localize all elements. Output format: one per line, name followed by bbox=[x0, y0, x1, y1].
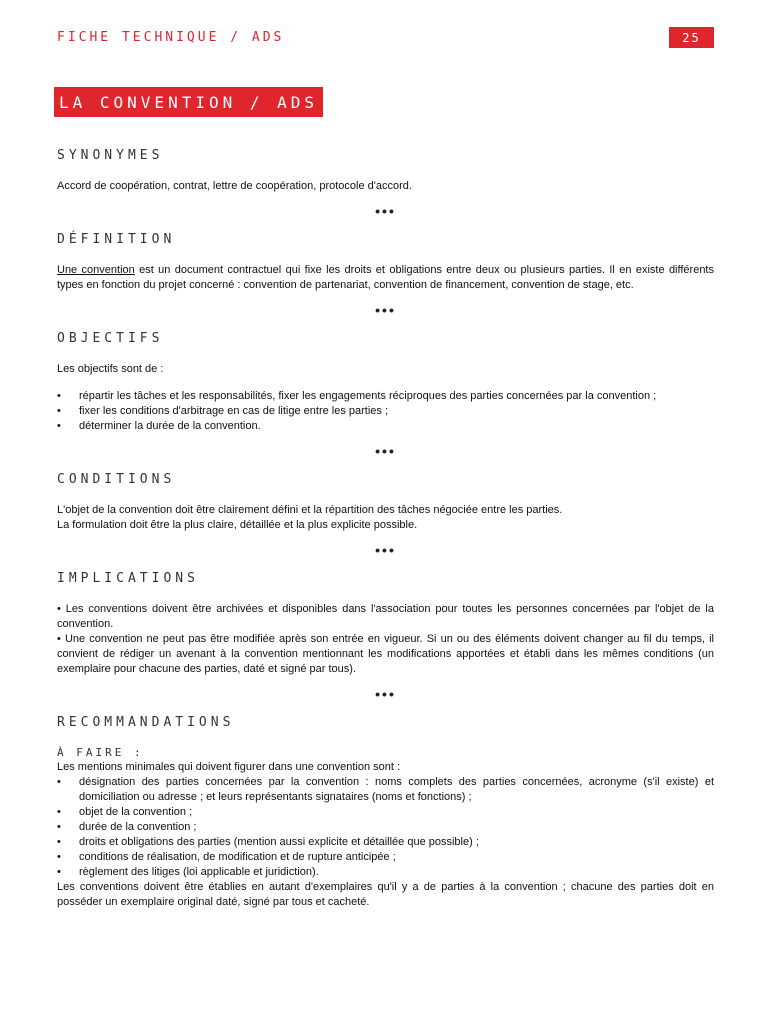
recommandations-list bbox=[57, 775, 714, 880]
definition-body: est un document contractuel qui fixe les droits et obligations entre deux ou plusieurs parties. Il en existe différents types en fonction du projet concerné : convention de partenariat, convention de financement, convention de stage, etc. bbox=[57, 264, 714, 291]
list-item: • désignation des parties concernées par la convention : noms complets des parties concernées, acronyme (s'il existe) et domiciliation ou adresse ; et leurs représentants signataires (noms et fonctions) ; bbox=[57, 776, 714, 803]
bullet: • bbox=[57, 420, 61, 432]
bullet: • bbox=[57, 806, 61, 818]
implications-item: • Les conventions doivent être archivées et disponibles dans l'association pour toutes les personnes concernées par l'objet de la convention. bbox=[57, 603, 714, 630]
list-item: • répartir les tâches et les responsabilités, fixer les engagements réciproques des parties concernées par la convention ; bbox=[57, 390, 657, 402]
conditions-line: La formulation doit être la plus claire, détaillée et la plus explicite possible. bbox=[57, 519, 418, 531]
objectifs-list bbox=[57, 389, 714, 434]
definition-term: Une convention bbox=[57, 264, 135, 276]
section-title-definition: DÉFINITION bbox=[57, 232, 176, 247]
header-title: FICHE TECHNIQUE / ADS bbox=[57, 30, 285, 45]
definition-text bbox=[57, 263, 714, 293]
section-title-recommandations: RECOMMANDATIONS bbox=[57, 715, 235, 730]
list-item: • règlement des litiges (loi applicable et juridiction). bbox=[57, 866, 319, 878]
list-item: • objet de la convention ; bbox=[57, 806, 193, 818]
bullet: • bbox=[57, 851, 61, 863]
conditions-line: L'objet de la convention doit être clairement défini et la répartition des tâches négociée entre les parties. bbox=[57, 504, 563, 516]
section-title-synonymes: SYNONYMES bbox=[57, 148, 164, 163]
subsection-title-a-faire: À FAIRE : bbox=[57, 746, 144, 759]
bullet: • bbox=[57, 821, 61, 833]
separator: ••• bbox=[375, 203, 396, 219]
page-number: 25 bbox=[669, 27, 714, 48]
separator: ••• bbox=[375, 443, 396, 459]
bullet: • bbox=[57, 405, 61, 417]
bullet: • bbox=[57, 776, 61, 788]
list-item: • conditions de réalisation, de modification et de rupture anticipée ; bbox=[57, 851, 396, 863]
main-title: LA CONVENTION / ADS bbox=[54, 87, 323, 117]
document-body bbox=[57, 148, 714, 910]
separator: ••• bbox=[375, 542, 396, 558]
bullet: • bbox=[57, 836, 61, 848]
section-title-objectifs: OBJECTIFS bbox=[57, 331, 164, 346]
synonymes-text: Accord de coopération, contrat, lettre de coopération, protocole d'accord. bbox=[57, 180, 412, 192]
separator: ••• bbox=[375, 686, 396, 702]
list-item: • droits et obligations des parties (mention aussi explicite et détaillée que possible) ; bbox=[57, 836, 479, 848]
separator: ••• bbox=[375, 302, 396, 318]
bullet: • bbox=[57, 390, 61, 402]
recommandations-outro: Les conventions doivent être établies en autant d'exemplaires qu'il y a de parties à la convention ; chacune des parties doit en posséder un exemplaire original daté, signé par tous et cacheté. bbox=[57, 881, 714, 908]
list-item: • fixer les conditions d'arbitrage en cas de litige entre les parties ; bbox=[57, 405, 389, 417]
list-item: • déterminer la durée de la convention. bbox=[57, 420, 261, 432]
section-title-implications: IMPLICATIONS bbox=[57, 571, 199, 586]
objectifs-intro: Les objectifs sont de : bbox=[57, 363, 164, 375]
bullet: • bbox=[57, 866, 61, 878]
list-item: • durée de la convention ; bbox=[57, 821, 197, 833]
implications-item: • Une convention ne peut pas être modifiée après son entrée en vigueur. Si un ou des éléments doivent changer au fil du temps, il convient de rédiger un avenant à la convention mentionnant les modifications apportées et établi dans les mêmes conditions (un exemplaire pour chacune des parties, daté et signé par tous). bbox=[57, 633, 714, 675]
section-title-conditions: CONDITIONS bbox=[57, 472, 176, 487]
recommandations-intro: Les mentions minimales qui doivent figurer dans une convention sont : bbox=[57, 761, 401, 773]
